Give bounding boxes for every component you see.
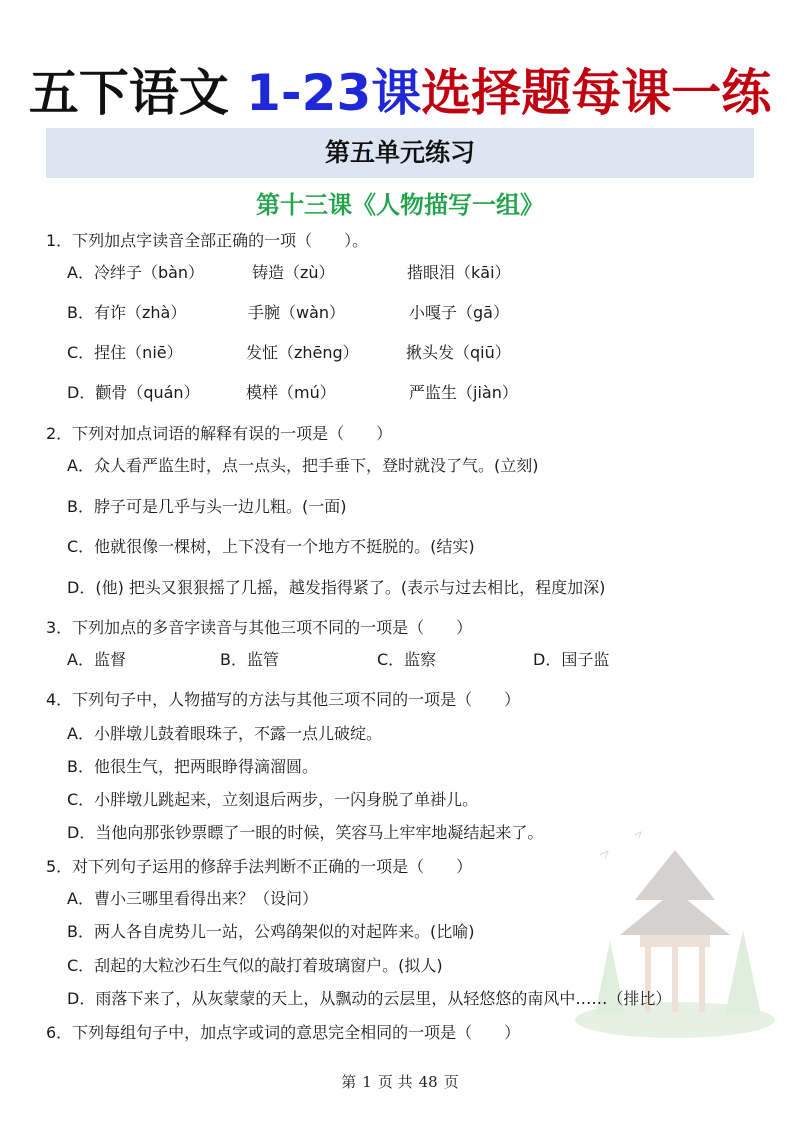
q4-option: D．当他向那张钞票瞟了一眼的时候，笑容马上牢牢地凝结起来了。 [67,823,544,842]
q1-option: 严监生（jiàn） [409,383,518,402]
q1-option: 揩眼泪（kāi） [407,263,511,282]
page-footer [0,1071,800,1092]
q1-option: 小嘎子（gā） [409,303,509,322]
q1-option: 发怔（zhēng） [246,343,359,362]
q2-option: D．(他) 把头又狠狠摇了几摇，越发指得紧了。(表示与过去相比，程度加深) [67,578,606,597]
total-pages: 48 [418,1073,438,1091]
footer-text: 第 [341,1073,357,1091]
q4-option: C．小胖墩儿跳起来，立刻退后两步，一闪身脱了单褂儿。 [67,790,479,809]
q4-option: A．小胖墩儿鼓着眼珠子，不露一点儿破绽。 [67,724,382,743]
q5-option: B．两人各自虎势儿一站，公鸡鹐架似的对起阵来。(比喻) [67,922,475,941]
q2-option: B．脖子可是几乎与头一边儿粗。(一面) [67,497,347,516]
document-title [0,58,800,128]
q5-option: A．曹小三哪里看得出来？（设问） [67,889,318,908]
title-part: 选择题每课一练 [421,64,772,122]
question-4-stem: 4．下列句子中，人物描写的方法与其他三项不同的一项是（ ） [46,690,521,709]
q1-option: B．有诈（zhà） [67,303,187,322]
question-5-stem: 5．对下列句子运用的修辞手法判断不正确的一项是（ ） [46,857,473,876]
unit-title-band: 第五单元练习 [46,128,754,178]
current-page: 1 [362,1073,372,1091]
q2-option: A．众人看严监生时，点一点头，把手垂下，登时就没了气。(立刻) [67,456,539,475]
question-1-stem: 1．下列加点字读音全部正确的一项（ ）。 [46,231,369,250]
title-part: 五下语文 [28,64,229,122]
question-6-stem: 6．下列每组句子中，加点字或词的意思完全相同的一项是（ ） [46,1023,521,1042]
q1-option: D．颧骨（quán） [67,383,200,402]
question-2-stem: 2．下列对加点词语的解释有误的一项是（ ） [46,424,393,443]
q3-option: C．监察 [377,650,437,669]
question-3-stem: 3．下列加点的多音字读音与其他三项不同的一项是（ ） [46,618,473,637]
q5-option: C．刮起的大粒沙石生气似的敲打着玻璃窗户。(拟人) [67,956,443,975]
q1-option: C．捏住（niē） [67,343,183,362]
q2-option: C．他就很像一棵树，上下没有一个地方不挺脱的。(结实) [67,537,475,556]
q5-option: D．雨落下来了，从灰蒙蒙的天上，从飘动的云层里，从轻悠悠的南风中……（排比） [67,989,672,1008]
q1-option: 铸造（zù） [252,263,335,282]
q1-option: 模样（mú） [246,383,336,402]
q3-option: A．监督 [67,650,126,669]
lesson-title: 第十三课《人物描写一组》 [256,191,544,219]
q4-option: B．他很生气，把两眼睁得滴溜圆。 [67,757,318,776]
footer-text: 页 [443,1073,459,1091]
q3-option: D．国子监 [533,650,610,669]
q1-option: 揪头发（qiū） [406,343,511,362]
q1-option: A．冷绊子（bàn） [67,263,205,282]
footer-text: 页 共 [377,1073,413,1091]
q3-option: B．监管 [220,650,279,669]
title-part: 1-23 [246,64,372,122]
q1-option: 手腕（wàn） [248,303,346,322]
title-part: 课 [371,64,422,122]
